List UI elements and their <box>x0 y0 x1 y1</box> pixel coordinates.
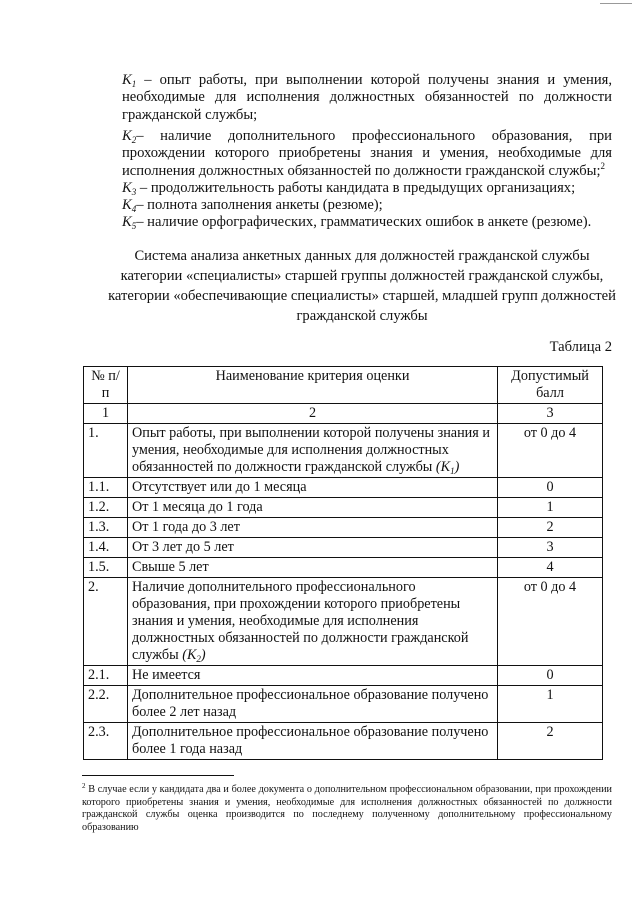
k1-text: – опыт работы, при выполнении которой получены знания и умения, необходимые для исполнения должностных обязанностей по должности гражданской службы; <box>122 72 612 123</box>
k5-text: – наличие орфографических, грамматических ошибок в анкете (резюме). <box>136 214 592 230</box>
k2-symbol: $K_2$ <box>122 128 137 145</box>
criteria-table <box>83 366 603 760</box>
table-row: 1.2. От 1 месяца до 1 года 1 <box>84 498 603 518</box>
header-score: Допустимый балл <box>498 367 603 404</box>
k4-text: – полнота заполнения анкеты (резюме); <box>136 197 383 213</box>
table-header-row <box>84 367 603 404</box>
footnote <box>82 784 612 834</box>
table-row: 1. Опыт работы, при выполнении которой получены знания и умения, необходимые для исполнения должностных обязанностей по должности гражданской службы $(K_1)$ от 0 до 4 <box>84 424 603 478</box>
table-colnum-row: 1 2 3 <box>84 404 603 424</box>
table-row: 1.5. Свыше 5 лет 4 <box>84 558 603 578</box>
k3-symbol: $K_3$ <box>122 180 137 197</box>
k2-text: – наличие дополнительного профессионального образования, при прохождении которого приобретены знания и умения, необходимые для исполнения должностных обязанностей по должности гражданской службы; <box>122 128 612 179</box>
table-label: Таблица 2 <box>549 339 612 355</box>
criterion-k1 <box>82 72 612 124</box>
header-num: № п/п <box>84 367 128 404</box>
footnote-mark: 2 <box>82 782 86 790</box>
table-row: 1.1. Отсутствует или до 1 месяца 0 <box>84 478 603 498</box>
criterion-k5 <box>82 214 612 231</box>
table-row: 2.1. Не имеется 0 <box>84 666 603 686</box>
k4-symbol: $K_4$ <box>122 197 137 214</box>
table-row: 2.2. Дополнительное профессиональное образование получено более 2 лет назад 1 <box>84 686 603 723</box>
criterion-k2 <box>82 128 612 180</box>
k1-symbol: $K_1$ <box>122 72 137 89</box>
header-name: Наименование критерия оценки <box>128 367 498 404</box>
page-corner-mark <box>600 3 632 4</box>
section-title: Система анализа анкетных данных для должностей гражданской службы категории «специалисты» старшей группы должностей гражданской службы, категории «обеспечивающие специалисты» старшей, младшей групп должностей гражданской службы <box>108 248 616 324</box>
footnote-ref: 2 <box>600 160 606 171</box>
k5-symbol: $K_5$ <box>122 214 137 231</box>
footnote-text: В случае если у кандидата два и более документа о дополнительном профессиональном образовании, при прохождении которого приобретены знания и умения, необходимые для исполнения должностных обязанностей по должности гражданской службы оценка производится по последнему полученному дополнительному профессиональному образованию <box>82 784 612 833</box>
k3-text: – продолжительность работы кандидата в предыдущих организациях; <box>136 180 576 196</box>
table-row: 1.3. От 1 года до 3 лет 2 <box>84 518 603 538</box>
table-row: 2. Наличие дополнительного профессионального образования, при прохождении которого приобретены знания и умения, необходимые для исполнения должностных обязанностей по должности гражданской службы $(K_2)$ от 0 до 4 <box>84 578 603 666</box>
table-row: 2.3. Дополнительное профессиональное образование получено более 1 года назад 2 <box>84 723 603 760</box>
table-row: 1.4. От 3 лет до 5 лет 3 <box>84 538 603 558</box>
footnote-separator <box>82 775 234 776</box>
criterion-k4 <box>82 197 612 214</box>
criterion-k3 <box>82 180 612 197</box>
